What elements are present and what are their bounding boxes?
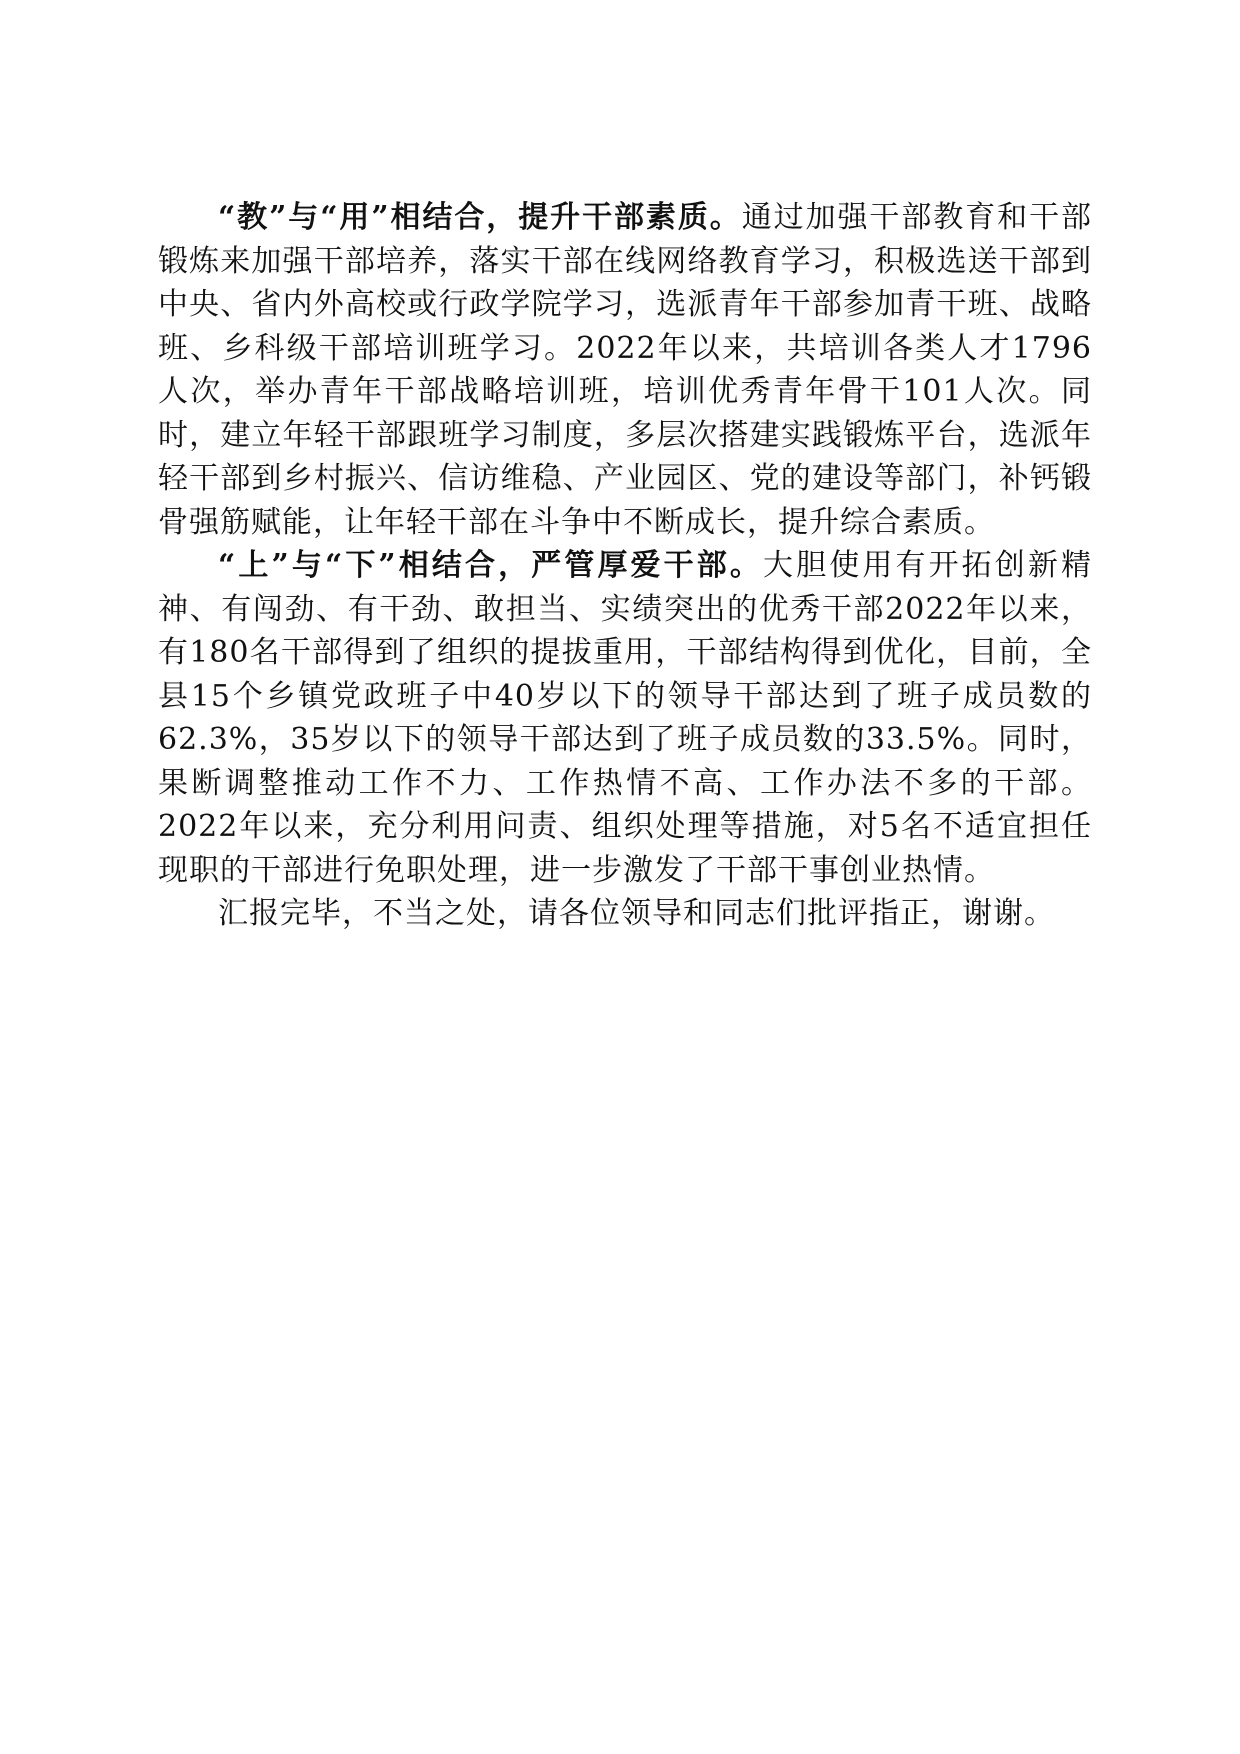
paragraph-heading: “上”与“下”相结合，严管厚爱干部。 <box>218 548 764 583</box>
paragraph-text: 大胆使用有开拓创新精神、有闯劲、有干劲、敢担当、实绩突出的优秀干部2022年以来，有180名干部得到了组织的提拔重用，干部结构得到优化，目前，全县15个乡镇党政班子中40岁以下的领导干部达到了班子成员数的62.3%，35岁以下的领导干部达到了班子成员数的33.5%。同时，果断调整推动工作不力、工作热情不高、工作办法不多的干部。2022年以来，充分利用问责、组织处理等措施，对5名不适宜担任现职的干部进行免职处理，进一步激发了干部干事创业热情。 <box>158 548 1093 888</box>
paragraph-cadre-management <box>158 544 1092 892</box>
paragraph-closing <box>158 892 1092 936</box>
paragraph-cadre-training <box>158 196 1092 544</box>
paragraph-heading: “教”与“用”相结合，提升干部素质。 <box>218 200 742 235</box>
paragraph-text: 通过加强干部教育和干部锻炼来加强干部培养，落实干部在线网络教育学习，积极选送干部到中央、省内外高校或行政学院学习，选派青年干部参加青干班、战略班、乡科级干部培训班学习。2022年以来，共培训各类人才1796人次，举办青年干部战略培训班，培训优秀青年骨干101人次。同时，建立年轻干部跟班学习制度，多层次搭建实践锻炼平台，选派年轻干部到乡村振兴、信访维稳、产业园区、党的建设等部门，补钙锻骨强筋赋能，让年轻干部在斗争中不断成长，提升综合素质。 <box>158 200 1092 540</box>
document-body <box>158 196 1092 936</box>
paragraph-text: 汇报完毕，不当之处，请各位领导和同志们批评指正，谢谢。 <box>218 896 1055 931</box>
